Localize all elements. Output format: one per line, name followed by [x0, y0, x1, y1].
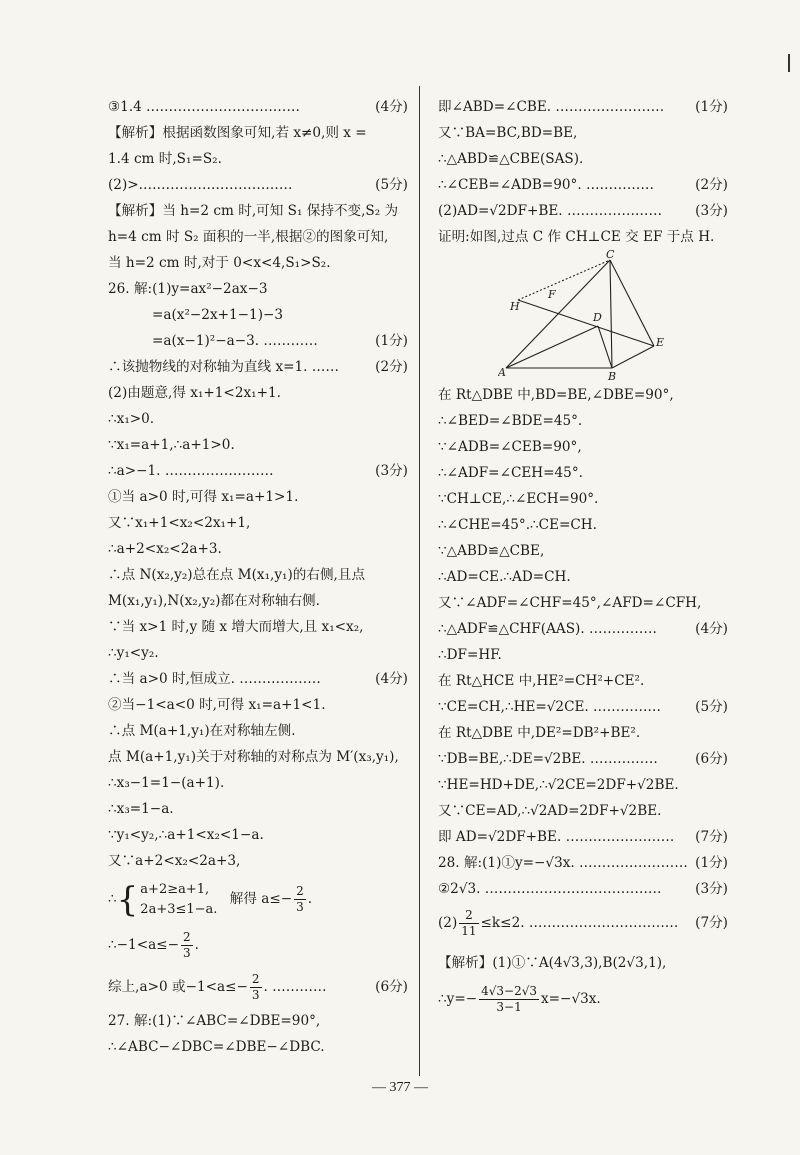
answer-line: ∴当 a>0 时,恒成立. ……………… (4分) [108, 666, 408, 692]
page-edge-mark [788, 54, 790, 72]
answer-line: ∴∠ABC−∠DBC=∠DBE−∠DBC. [108, 1039, 325, 1055]
label-h: H [510, 300, 520, 313]
answer-line: 即∠ABD=∠CBE. …………………… (1分) [438, 94, 728, 120]
answer-line: ∴∠CEB=∠ADB=90°. …………… (2分) [438, 172, 728, 198]
problem-27-start: 27. 解:(1)∵∠ABC=∠DBE=90°, [108, 1013, 321, 1029]
label-c: C [606, 250, 615, 261]
answer-line: ∴点 M(a+1,y₁)在对称轴左侧. [108, 723, 296, 739]
answer-line: ∴∠BED=∠BDE=45°. [438, 413, 583, 429]
answer-line: =a(x−1)²−a−3. ………… (1分) [108, 328, 408, 354]
right-column [438, 94, 728, 1022]
answer-line: ∵DB=BE,∴DE=√2BE. …………… (6分) [438, 746, 728, 772]
answer-line: 又∵CE=AD,∴√2AD=2DF+√2BE. [438, 803, 662, 819]
label-b: B [608, 370, 617, 382]
answer-line: ∵x₁=a+1,∴a+1>0. [108, 437, 235, 453]
range-line: ∴−1<a≤− $\frac{2}{3}$ . [108, 930, 199, 960]
score: (3分) [695, 203, 728, 219]
answer-line: ②2√3. ………………………………… (3分) [438, 876, 728, 902]
segment-cb [610, 260, 612, 368]
score: (4分) [375, 671, 408, 687]
page-number: — 377 — [372, 1080, 428, 1095]
answer-line: 在 Rt△DBE 中,BD=BE,∠DBE=90°, [438, 387, 674, 403]
label-e: E [656, 336, 665, 349]
answer-line: M(x₁,y₁),N(x₂,y₂)都在对称轴右侧. [108, 593, 320, 609]
answer-line: ∴AD=CE.∴AD=CH. [438, 569, 571, 585]
answer-line: 在 Rt△HCE 中,HE²=CH²+CE². [438, 673, 645, 689]
answer-line: h=4 cm 时 S₂ 面积的一半,根据②的图象可知, [108, 229, 389, 245]
geometry-diagram [438, 250, 728, 382]
answer-line: ∴x₁>0. [108, 411, 155, 427]
answer-line: (2)AD=√2DF+BE. ………………… (3分) [438, 198, 728, 224]
score: (7分) [695, 915, 728, 931]
label-f: F [548, 288, 556, 301]
score: (6分) [695, 751, 728, 767]
score: (5分) [695, 699, 728, 715]
inequality-system: ∴{ a+2≥a+1, 2a+3≤1−a. 解得 a≤− $\frac{2}{3}$ . [108, 879, 313, 920]
segment-be [612, 346, 654, 368]
label-a: A [498, 366, 506, 379]
triangle-figure [498, 250, 668, 382]
answer-line: ∴x₃=1−a. [108, 801, 174, 817]
answer-line: ∵∠ADB=∠CEB=90°, [438, 439, 582, 455]
answer-line: ∴点 N(x₂,y₂)总在点 M(x₁,y₁)的右侧,且点 [108, 567, 366, 583]
segment-hc-dashed [518, 260, 610, 300]
answer-line: ②当−1<a<0 时,可得 x₁=a+1<1. [108, 697, 326, 713]
answer-line: 又∵BA=BC,BD=BE, [438, 125, 578, 141]
score: (2分) [375, 359, 408, 375]
score: (3分) [695, 881, 728, 897]
answer-line: ∴x₃−1=1−(a+1). [108, 775, 225, 791]
answer-line: ∵CE=CH,∴HE=√2CE. …………… (5分) [438, 694, 728, 720]
slope-line: ∴y=− $\frac{4√3-2√3}{3-1}$ x=−√3x. [438, 984, 601, 1014]
answer-line: ∴a>−1. …………………… (3分) [108, 458, 408, 484]
answer-line: 又∵a+2<x₂<2a+3, [108, 853, 241, 869]
segment-ad [506, 326, 598, 368]
column-divider [419, 86, 420, 1076]
answer-line: ①当 a>0 时,可得 x₁=a+1>1. [108, 489, 299, 505]
analysis-line: 【解析】当 h=2 cm 时,可知 S₁ 保持不变,S₂ 为 [108, 203, 399, 219]
problem-26-start: 26. 解:(1)y=ax²−2ax−3 [108, 281, 268, 297]
score: (5分) [375, 177, 408, 193]
score: (3分) [375, 463, 408, 479]
answer-line: (2)由题意,得 x₁+1<2x₁+1. [108, 385, 281, 401]
answer-line: ∴y₁<y₂. [108, 645, 159, 661]
answer-line: ∴∠CHE=45°.∴CE=CH. [438, 517, 597, 533]
analysis-line: 【解析】(1)①∵A(4√3,3),B(2√3,1), [438, 955, 667, 971]
label-d: D [593, 311, 602, 324]
answer-line: ∵△ABD≌△CBE, [438, 543, 545, 559]
answer-line: ∴△ADF≌△CHF(AAS). …………… (4分) [438, 616, 728, 642]
score: (4分) [695, 621, 728, 637]
answer-line: 1.4 cm 时,S₁=S₂. [108, 151, 222, 167]
answer-line: (2)>.…………………………… (5分) [108, 172, 408, 198]
answer-line: ∵HE=HD+DE,∴√2CE=2DF+√2BE. [438, 777, 679, 793]
answer-line: =a(x²−2x+1−1)−3 [152, 307, 284, 323]
answer-line: ∴该抛物线的对称轴为直线 x=1. …… (2分) [108, 354, 408, 380]
answer-line: ∴a+2<x₂<2a+3. [108, 541, 222, 557]
answer-line: 点 M(a+1,y₁)关于对称轴的对称点为 M′(x₃,y₁), [108, 749, 399, 765]
answer-line: ∵CH⊥CE,∴∠ECH=90°. [438, 491, 599, 507]
answer-line: 又∵∠ADF=∠CHF=45°,∠AFD=∠CFH, [438, 595, 702, 611]
score: (1分) [375, 333, 408, 349]
answer-line: ③1.4 .…………………………… (4分) [108, 94, 408, 120]
score: (4分) [375, 99, 408, 115]
score: (1分) [695, 99, 728, 115]
brace-symbol: { [116, 879, 139, 920]
analysis-line: 【解析】根据函数图象可知,若 x≠0,则 x = [108, 125, 367, 141]
k-range-line: (2) $\frac{2}{11}$ ≤k≤2. …………………………… (7分) [438, 902, 728, 944]
answer-line: ∴△ABD≌△CBE(SAS). [438, 151, 584, 167]
answer-line: ∵y₁<y₂,∴a+1<x₂<1−a. [108, 827, 264, 843]
score: (6分) [375, 979, 408, 995]
answer-line: 即 AD=√2DF+BE. …………………… (7分) [438, 824, 728, 850]
score: (2分) [695, 177, 728, 193]
answer-line: 在 Rt△DBE 中,DE²=DB²+BE². [438, 725, 641, 741]
summary-line: 综上,a>0 或−1<a≤− $\frac{2}{3}$ . ………… (6分) [108, 966, 408, 1008]
segment-db [598, 326, 612, 368]
answer-line: 当 h=2 cm 时,对于 0<x<4,S₁>S₂. [108, 255, 331, 271]
answer-line: ∴∠ADF=∠CEH=45°. [438, 465, 583, 481]
left-column [108, 94, 408, 1060]
answer-line: 又∵x₁+1<x₂<2x₁+1, [108, 515, 251, 531]
proof-intro: 证明:如图,过点 C 作 CH⊥CE 交 EF 于点 H. [438, 229, 715, 245]
answer-line: ∴DF=HF. [438, 647, 502, 663]
answer-line: ∵当 x>1 时,y 随 x 增大而增大,且 x₁<x₂, [108, 619, 364, 635]
score: (7分) [695, 829, 728, 845]
score: (1分) [695, 855, 728, 871]
problem-28-start: 28. 解:(1)①y=−√3x. …………………… (1分) [438, 850, 728, 876]
